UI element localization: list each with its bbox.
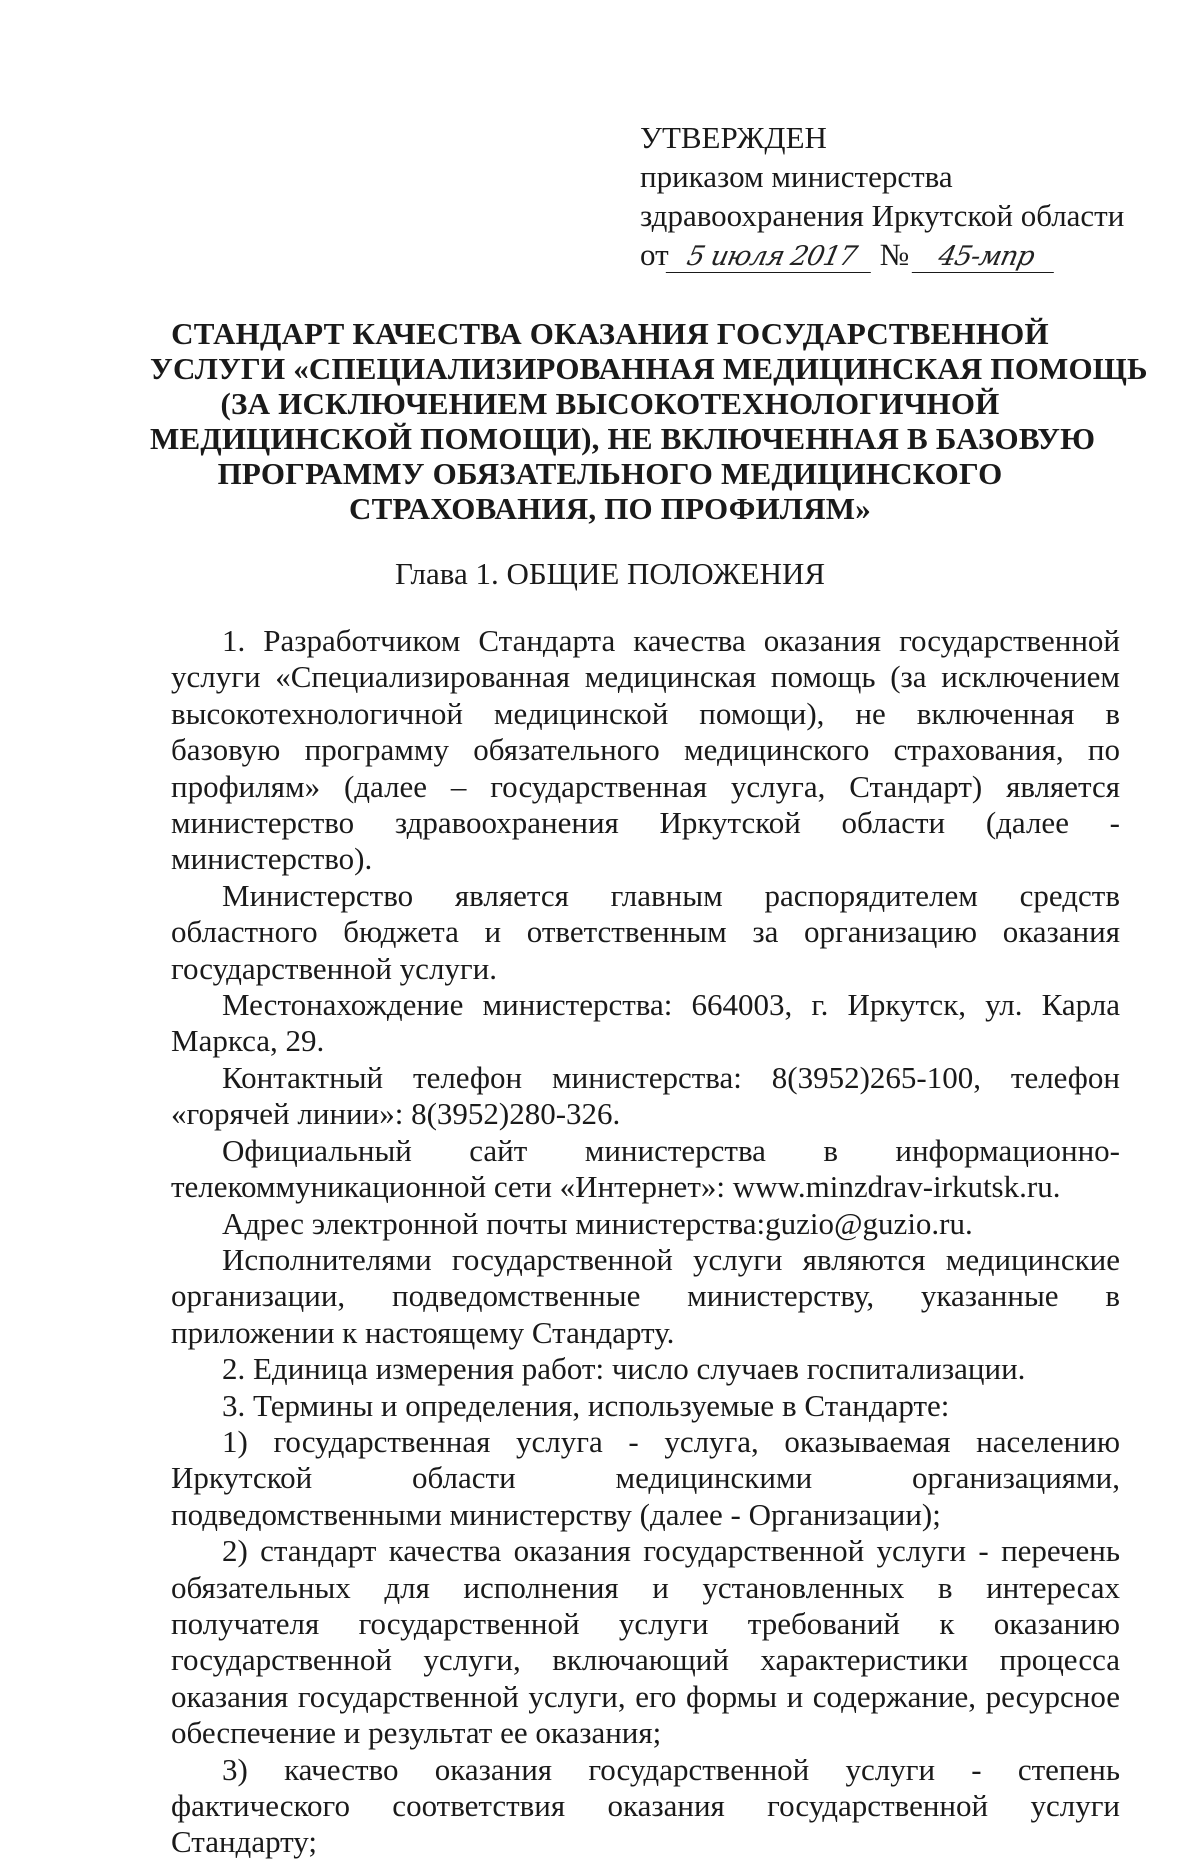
approval-heading: УТВЕРЖДЕН — [640, 120, 827, 155]
handwritten-number: 45-мпр — [912, 242, 1061, 273]
title-line: МЕДИЦИНСКОЙ ПОМОЩИ), НЕ ВКЛЮЧЕННАЯ В БАЗОВУЮ — [150, 421, 1096, 456]
document-title — [150, 316, 1148, 526]
title-line: ПРОГРАММУ ОБЯЗАТЕЛЬНОГО МЕДИЦИНСКОГО — [217, 456, 1003, 491]
paragraph: 3. Термины и определения, используемые в Стандарте: — [222, 1387, 950, 1423]
approval-date-line — [640, 235, 1120, 274]
chapter-heading: Глава 1. ОБЩИЕ ПОЛОЖЕНИЯ — [394, 556, 826, 591]
handwritten-date: 5 июля 2017 — [665, 242, 877, 273]
approval-line-order: приказом министерства — [640, 159, 953, 194]
number-sign: № — [879, 237, 910, 272]
body-text — [171, 623, 1120, 1861]
approval-block — [640, 118, 1125, 274]
paragraph: 2) стандарт качества оказания государственной услуги - перечень обязательных для исполнения и установленных в интересах получателя государственной услуги требований к оказанию государственной услуги, включающий характеристики процесса оказания государственной услуги, его формы и содержание, ресурсное обеспечение и результат ее оказания; — [171, 1533, 1120, 1751]
paragraph: 2. Единица измерения работ: число случаев госпитализации. — [222, 1351, 1026, 1387]
paragraph: 1) государственная услуга - услуга, оказываемая населению Иркутской области медицинскими организациями, подведомственными министерству (далее - Организации); — [171, 1423, 1120, 1532]
title-line: СТАНДАРТ КАЧЕСТВА ОКАЗАНИЯ ГОСУДАРСТВЕННОЙ — [171, 316, 1049, 351]
paragraph: Исполнителями государственной услуги являются медицинские организации, подведомственные министерству, указанные в приложении к настоящему Стандарту. — [171, 1241, 1120, 1350]
paragraph: Официальный сайт министерства в информационно-телекоммуникационной сети «Интернет»: www.minzdrav-irkutsk.ru. — [171, 1132, 1120, 1205]
paragraph: Контактный телефон министерства: 8(3952)265-100, телефон «горячей линии»: 8(3952)280-326. — [171, 1059, 1120, 1132]
paragraph: Адрес электронной почты министерства:guzio@guzio.ru. — [222, 1205, 973, 1241]
title-line: СТРАХОВАНИЯ, ПО ПРОФИЛЯМ» — [349, 491, 871, 526]
paragraph: Местонахождение министерства: 664003, г. Иркутск, ул. Карла Маркса, 29. — [171, 987, 1120, 1059]
paragraph: 1. Разработчиком Стандарта качества оказания государственной услуги «Специализированная медицинская помощь (за исключением высокотехнологичной медицинской помощи), не включенная в базовую программу обязательного медицинского страхования, по профилям» (далее – государственная услуга, Стандарт) является министерство здравоохранения Иркутской области (далее - министерство). — [171, 623, 1120, 877]
title-line: УСЛУГИ «СПЕЦИАЛИЗИРОВАННАЯ МЕДИЦИНСКАЯ ПОМОЩЬ — [150, 351, 1148, 386]
from-label: от — [640, 237, 669, 272]
approval-line-ministry: здравоохранения Иркутской области — [640, 198, 1125, 233]
paragraph: Министерство является главным распорядителем средств областного бюджета и ответственным за организацию оказания государственной услуги. — [171, 877, 1120, 986]
title-line: (ЗА ИСКЛЮЧЕНИЕМ ВЫСОКОТЕХНОЛОГИЧНОЙ — [220, 386, 1000, 421]
paragraph: 3) качество оказания государственной услуги - степень фактического соответствия оказания государственной услуги Стандарту; — [171, 1751, 1120, 1860]
